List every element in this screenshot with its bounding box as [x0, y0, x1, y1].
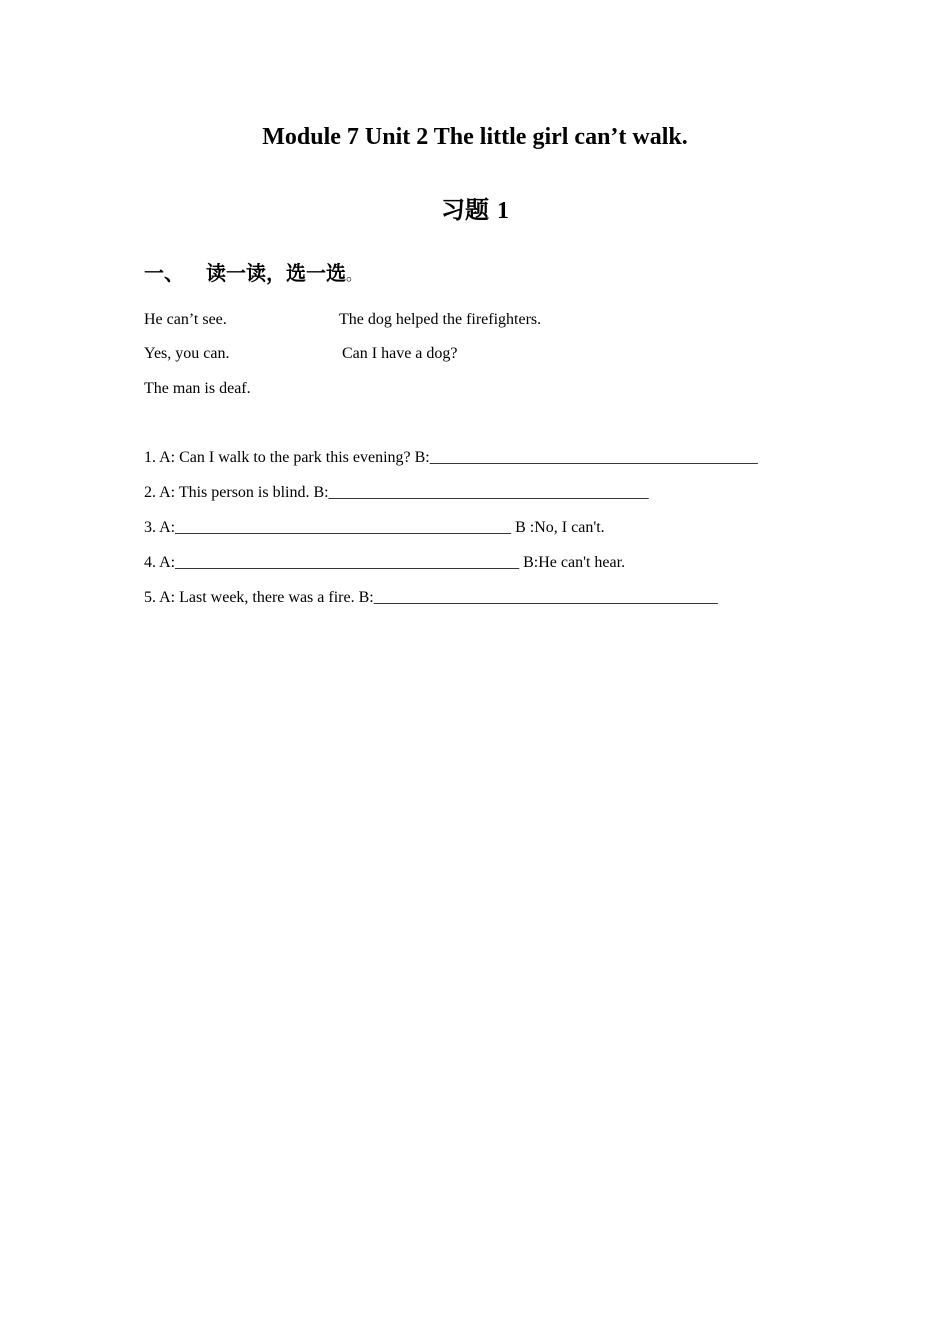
exercise-label-text: 习题 — [441, 196, 489, 224]
question-2: 2. A: This person is blind. B:________________________________________ — [144, 484, 649, 501]
question-3: 3. A:__________________________________________ B :No, I can't. — [144, 519, 605, 536]
exercise-number: 1 — [497, 198, 509, 224]
question-1: 1. A: Can I walk to the park this evening? B:_________________________________________ — [144, 449, 758, 466]
option-dog-helped-firefighters: The dog helped the firefighters. — [339, 311, 542, 328]
option-can-i-have-a-dog: Can I have a dog? — [342, 345, 458, 362]
option-he-cant-see: He can’t see. — [144, 311, 227, 328]
section-heading — [144, 257, 362, 286]
option-yes-you-can: Yes, you can. — [144, 345, 230, 362]
question-5: 5. A: Last week, there was a fire. B:___________________________________________ — [144, 589, 718, 606]
section-number: 一、 — [144, 261, 184, 285]
section-instruction-tail: 。 — [346, 265, 363, 284]
exercise-label — [0, 190, 950, 225]
question-4: 4. A:___________________________________________ B:He can't hear. — [144, 554, 626, 571]
worksheet-title: Module 7 Unit 2 The little girl can’t walk. — [262, 124, 688, 150]
option-man-is-deaf: The man is deaf. — [144, 380, 251, 397]
section-instruction: 读一读，选一选 — [206, 261, 346, 285]
